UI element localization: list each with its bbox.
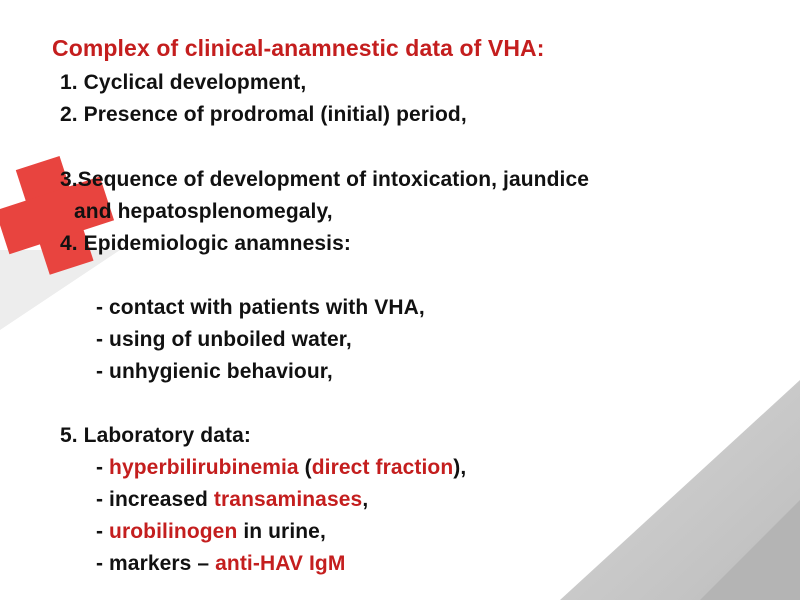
- item-3-line1: 3.Sequence of development of intoxication, jaundice: [60, 168, 590, 191]
- lab1-prefix: -: [96, 456, 110, 479]
- bullet-water: - using of unboiled water,: [96, 328, 352, 351]
- item-1: 1. Cyclical development,: [60, 71, 307, 94]
- lab-item-markers: [96, 552, 345, 576]
- item-2: 2. Presence of prodromal (initial) period,: [60, 103, 467, 126]
- lab3-term: urobilinogen: [109, 520, 238, 543]
- bullet-behaviour: - unhygienic behaviour,: [96, 360, 333, 383]
- lab3-suffix: in urine,: [237, 520, 326, 543]
- lab4-term: anti-HAV IgM: [215, 552, 346, 575]
- lab1-term: hyperbilirubinemia: [109, 456, 299, 479]
- lab1-mid: (: [298, 456, 312, 479]
- slide-title: Complex of clinical-anamnestic data of VHA:: [52, 35, 545, 61]
- lab1-suffix: ),: [453, 456, 467, 479]
- lab4-prefix: - markers –: [96, 552, 216, 575]
- lab-item-hyperbilirubinemia: [96, 456, 466, 480]
- lab2-term: transaminases: [213, 488, 363, 511]
- item-3-line2: and hepatosplenomegaly,: [74, 200, 333, 223]
- bullet-contact: - contact with patients with VHA,: [96, 296, 425, 319]
- item-5: 5. Laboratory data:: [60, 424, 251, 447]
- lab-item-urobilinogen: [96, 520, 326, 544]
- lab2-suffix: ,: [362, 488, 369, 511]
- item-4: 4. Epidemiologic anamnesis:: [60, 232, 351, 255]
- lab3-prefix: -: [96, 520, 110, 543]
- lab-item-transaminases: [96, 488, 368, 512]
- lab1-term2: direct fraction: [311, 456, 454, 479]
- lab2-prefix: - increased: [96, 488, 214, 511]
